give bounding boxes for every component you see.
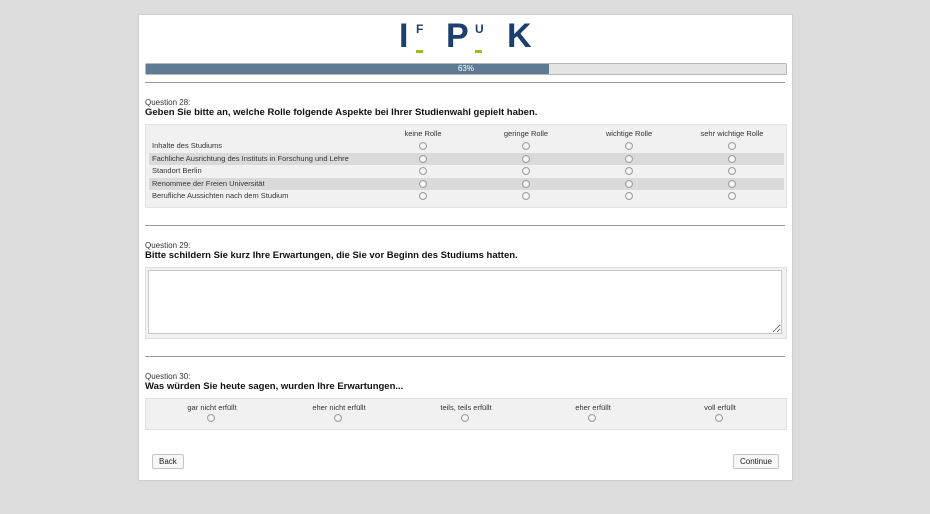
radio-geringe-rolle[interactable]	[522, 167, 530, 175]
expectations-textarea[interactable]	[148, 270, 782, 334]
logo-letter-u: U	[475, 22, 484, 36]
radio-sehr-wichtige-rolle[interactable]	[728, 142, 736, 150]
divider	[145, 82, 785, 83]
radio-geringe-rolle[interactable]	[522, 180, 530, 188]
radio-geringe-rolle[interactable]	[522, 155, 530, 163]
column-header: geringe Rolle	[503, 129, 549, 138]
row-label: Fachliche Ausrichtung des Instituts in Forschung und Lehre	[152, 153, 349, 163]
matrix-row	[149, 140, 784, 153]
radio-wichtige-rolle[interactable]	[625, 167, 633, 175]
matrix-row	[149, 153, 784, 166]
radio-sehr-wichtige-rolle[interactable]	[728, 167, 736, 175]
back-button[interactable]: Back	[152, 454, 184, 469]
row-label: Standort Berlin	[152, 166, 202, 175]
radio-keine-rolle[interactable]	[419, 155, 427, 163]
row-label: Inhalte des Studiums	[152, 141, 223, 150]
radio-wichtige-rolle[interactable]	[625, 180, 633, 188]
radio-sehr-wichtige-rolle[interactable]	[728, 192, 736, 200]
radio-wichtige-rolle[interactable]	[625, 155, 633, 163]
matrix-row	[149, 165, 784, 178]
scale-option-label: gar nicht erfüllt	[187, 403, 237, 412]
matrix-row	[149, 190, 784, 203]
scale-option-label: voll erfüllt	[704, 403, 736, 412]
radio-sehr-wichtige-rolle[interactable]	[728, 180, 736, 188]
question-number: Question 29:	[145, 241, 191, 250]
rating-scale	[145, 398, 787, 430]
logo-accent	[475, 50, 482, 53]
radio-keine-rolle[interactable]	[419, 192, 427, 200]
question-text: Bitte schildern Sie kurz Ihre Erwartungen, die Sie vor Beginn des Studiums hatten.	[145, 250, 518, 261]
ifpuk-logo	[399, 17, 534, 55]
question-number: Question 30:	[145, 372, 191, 381]
column-header: wichtige Rolle	[605, 129, 653, 138]
survey-card	[138, 14, 793, 481]
logo-letter-k: K	[507, 17, 532, 55]
logo-letter-p: P	[446, 17, 469, 55]
matrix-row	[149, 178, 784, 191]
radio-keine-rolle[interactable]	[419, 142, 427, 150]
continue-button[interactable]: Continue	[733, 454, 779, 469]
divider	[145, 225, 785, 226]
scale-option-label: eher nicht erfüllt	[312, 403, 366, 412]
row-label: Berufliche Aussichten nach dem Studium	[152, 191, 289, 200]
logo-letter-i: I	[399, 17, 409, 55]
question-number: Question 28:	[145, 98, 191, 107]
answer-box	[145, 267, 787, 339]
progress-bar	[145, 63, 787, 75]
progress-label: 63%	[457, 64, 474, 73]
divider	[145, 356, 785, 357]
logo-accent	[416, 50, 423, 53]
radio-teils-teils-erfuellt[interactable]	[461, 414, 469, 422]
radio-geringe-rolle[interactable]	[522, 192, 530, 200]
question-text: Was würden Sie heute sagen, wurden Ihre Erwartungen...	[145, 381, 404, 392]
radio-wichtige-rolle[interactable]	[625, 192, 633, 200]
scale-option-label: eher erfüllt	[575, 403, 611, 412]
radio-eher-erfuellt[interactable]	[588, 414, 596, 422]
radio-keine-rolle[interactable]	[419, 167, 427, 175]
column-header: sehr wichtige Rolle	[700, 129, 764, 138]
radio-keine-rolle[interactable]	[419, 180, 427, 188]
radio-gar-nicht-erfuellt[interactable]	[207, 414, 215, 422]
scale-option-label: teils, teils erfüllt	[440, 403, 492, 412]
radio-wichtige-rolle[interactable]	[625, 142, 633, 150]
row-label: Renommee der Freien Universität	[152, 178, 265, 188]
column-header: keine Rolle	[404, 129, 442, 138]
logo-letter-f: F	[416, 22, 424, 36]
radio-geringe-rolle[interactable]	[522, 142, 530, 150]
rating-matrix	[145, 124, 787, 208]
radio-sehr-wichtige-rolle[interactable]	[728, 155, 736, 163]
radio-eher-nicht-erfuellt[interactable]	[334, 414, 342, 422]
radio-voll-erfuellt[interactable]	[715, 414, 723, 422]
question-text: Geben Sie bitte an, welche Rolle folgende Aspekte bei Ihrer Studienwahl gepielt haben.	[145, 107, 538, 118]
